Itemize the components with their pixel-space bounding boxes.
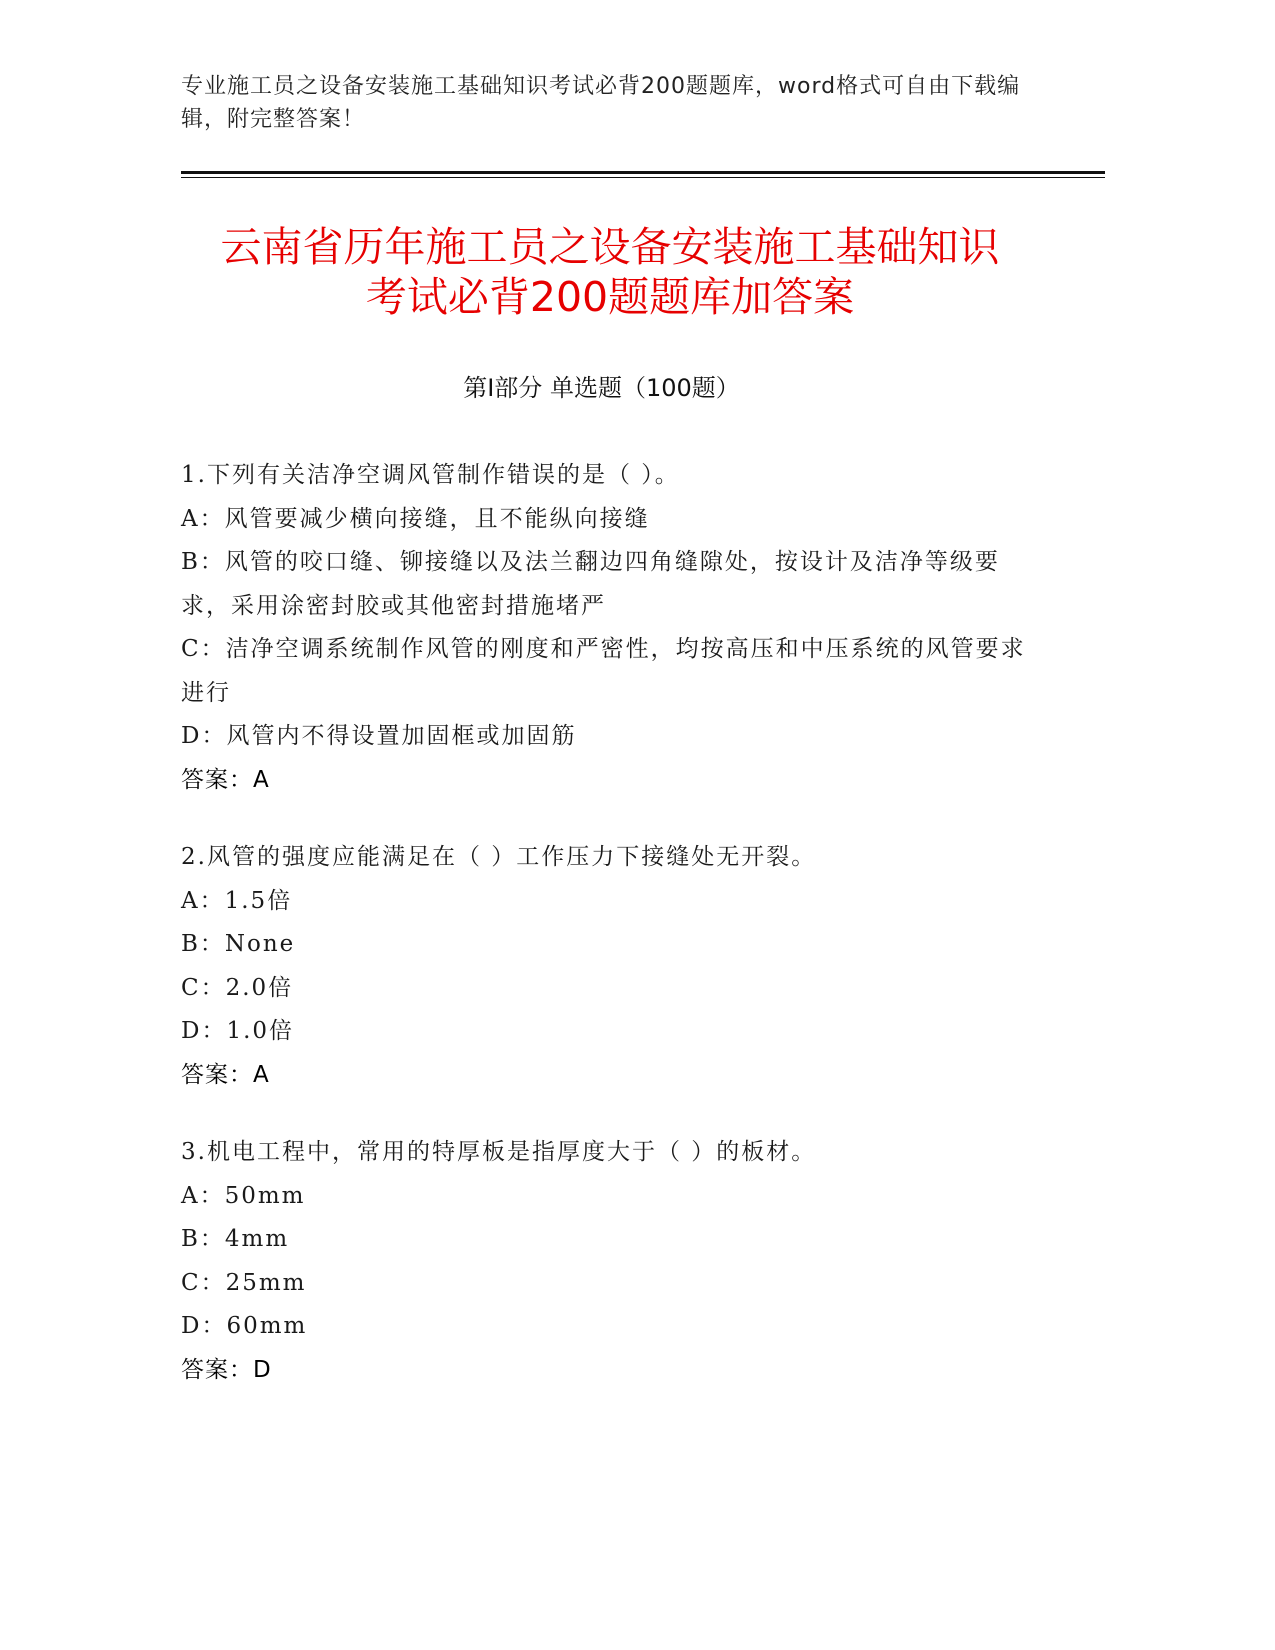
question-stem: 2.风管的强度应能满足在（ ）工作压力下接缝处无开裂。: [181, 844, 817, 870]
option-c: C：2.0倍: [181, 974, 294, 1001]
option-b: B：风管的咬口缝、铆接缝以及法兰翻边四角缝隙处，按设计及洁净等级要求，采用涂密封胶或其他密封措施堵严: [181, 549, 1000, 619]
option-c: C：25mm: [181, 1269, 307, 1296]
question-stem: 3.机电工程中，常用的特厚板是指厚度大于（ ）的板材。: [181, 1139, 817, 1165]
section-heading: 第Ⅰ部分 单选题（100题）: [463, 374, 740, 402]
question-stem: 1.下列有关洁净空调风管制作错误的是（ ）。: [181, 462, 680, 488]
document-title-line-2: 考试必背200题题库加答案: [365, 273, 855, 321]
header-note: 专业施工员之设备安装施工基础知识考试必背200题题库，word格式可自由下载编辑，附完整答案！: [181, 74, 1021, 132]
question-1: [181, 454, 1031, 802]
document-title-line-1: 云南省历年施工员之设备安装施工基础知识: [220, 223, 1000, 271]
header-divider-thick: [181, 171, 1105, 174]
header-divider-thin: [181, 177, 1105, 178]
option-d: D：1.0倍: [181, 1018, 295, 1044]
option-a: A：风管要减少横向接缝，且不能纵向接缝: [181, 505, 650, 532]
option-d: D：风管内不得设置加固框或加固筋: [181, 723, 577, 749]
answer: 答案：D: [181, 1356, 272, 1383]
document-title: [150, 222, 1070, 322]
answer: 答案：A: [181, 766, 270, 793]
option-a: A：1.5倍: [181, 887, 293, 914]
option-b: B：4mm: [181, 1226, 290, 1252]
question-list: [181, 454, 1031, 1426]
option-a: A：50mm: [181, 1182, 306, 1209]
option-d: D：60mm: [181, 1313, 308, 1339]
answer: 答案：A: [181, 1061, 270, 1088]
option-c: C：洁净空调系统制作风管的刚度和严密性，均按高压和中压系统的风管要求进行: [181, 636, 1026, 706]
question-3: [181, 1131, 1031, 1392]
option-b: B：None: [181, 931, 296, 957]
question-2: [181, 836, 1031, 1097]
